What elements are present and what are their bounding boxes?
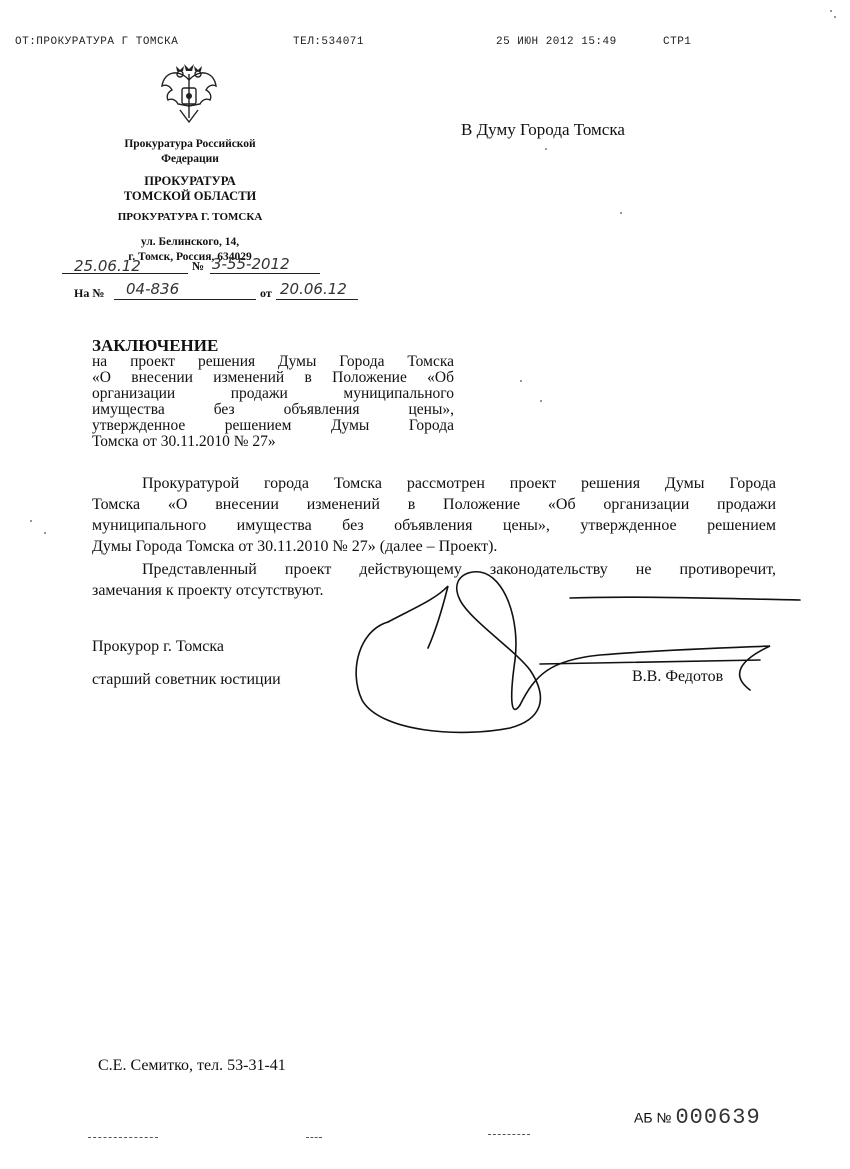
executor-contact: С.Е. Семитко, тел. 53-31-41 — [98, 1057, 286, 1074]
letterhead-address2: г. Томск, Россия, 634029 — [128, 251, 252, 263]
letterhead-address1: ул. Белинского, 14, — [140, 236, 240, 248]
conclusion-title: ЗАКЛЮЧЕНИЕ — [92, 336, 219, 355]
letterhead-line2: Федерации — [161, 153, 219, 165]
serial-prefix: АБ № — [634, 1109, 672, 1126]
bottom-mark — [88, 1137, 158, 1138]
letterhead-line5: ПРОКУРАТУРА Г. ТОМСКА — [117, 211, 263, 223]
letterhead-line1: Прокуратура Российской — [124, 138, 256, 150]
outgoing-ref-line — [62, 257, 320, 276]
recipient: В Думу Города Томска — [461, 120, 625, 139]
incoming-date: 20.06.12 — [280, 280, 347, 298]
incoming-number: 04-836 — [126, 280, 180, 298]
handwritten-signature — [340, 560, 810, 740]
fax-page: СТР1 — [663, 36, 692, 48]
coat-of-arms-icon — [158, 62, 220, 128]
fax-phone: ТЕЛ:534071 — [293, 36, 365, 48]
body-line: Прокуратурой города Томска рассмотрен проект решения Думы Города — [142, 475, 776, 492]
fax-sender: ОТ:ПРОКУРАТУРА Г ТОМСКА — [15, 36, 179, 48]
outgoing-date: 25.06.12 — [74, 257, 141, 275]
signatory-position-2: старший советник юстиции — [92, 671, 281, 688]
body-line: замечания к проекту отсутствуют. — [92, 582, 324, 599]
body-line: Представленный проект действующему законодательству не противоречит, — [142, 561, 776, 578]
letterhead — [70, 137, 310, 265]
conclusion-subject — [92, 354, 454, 450]
subject-line: на проект решения Думы Города Томска — [92, 353, 454, 370]
outgoing-number: 3-55-2012 — [212, 255, 290, 273]
letterhead-line4: ТОМСКОЙ ОБЛАСТИ — [123, 189, 257, 203]
body-paragraph-1 — [92, 473, 776, 557]
subject-line: имущества без объявления цены», — [92, 401, 454, 418]
body-line: Думы Города Томска от 30.11.2010 № 27» (далее – Проект). — [92, 538, 498, 555]
incoming-ref-line — [74, 280, 364, 302]
bottom-mark — [488, 1134, 530, 1135]
subject-line: утвержденное решением Думы Города — [92, 417, 454, 434]
subject-line: Томска от 30.11.2010 № 27» — [92, 433, 276, 450]
fax-datetime: 25 ИЮН 2012 15:49 — [496, 36, 617, 48]
bottom-mark — [306, 1137, 322, 1138]
outgoing-number-sign: № — [192, 259, 205, 273]
incoming-label: На № — [74, 286, 105, 300]
serial-number: 000639 — [675, 1105, 761, 1130]
letterhead-line3: ПРОКУРАТУРА — [144, 174, 236, 188]
subject-line: «О внесении изменений в Положение «Об — [92, 369, 454, 386]
subject-line: организации продажи муниципального — [92, 385, 454, 402]
signatory-position-1: Прокурор г. Томска — [92, 638, 224, 655]
form-serial — [634, 1105, 761, 1130]
incoming-from-label: от — [260, 286, 272, 300]
body-line: Томска «О внесении изменений в Положение «Об организации продажи — [92, 496, 776, 513]
signatory-name: В.В. Федотов — [632, 668, 724, 685]
body-line: муниципального имущества без объявления цены», утвержденное решением — [92, 517, 776, 534]
